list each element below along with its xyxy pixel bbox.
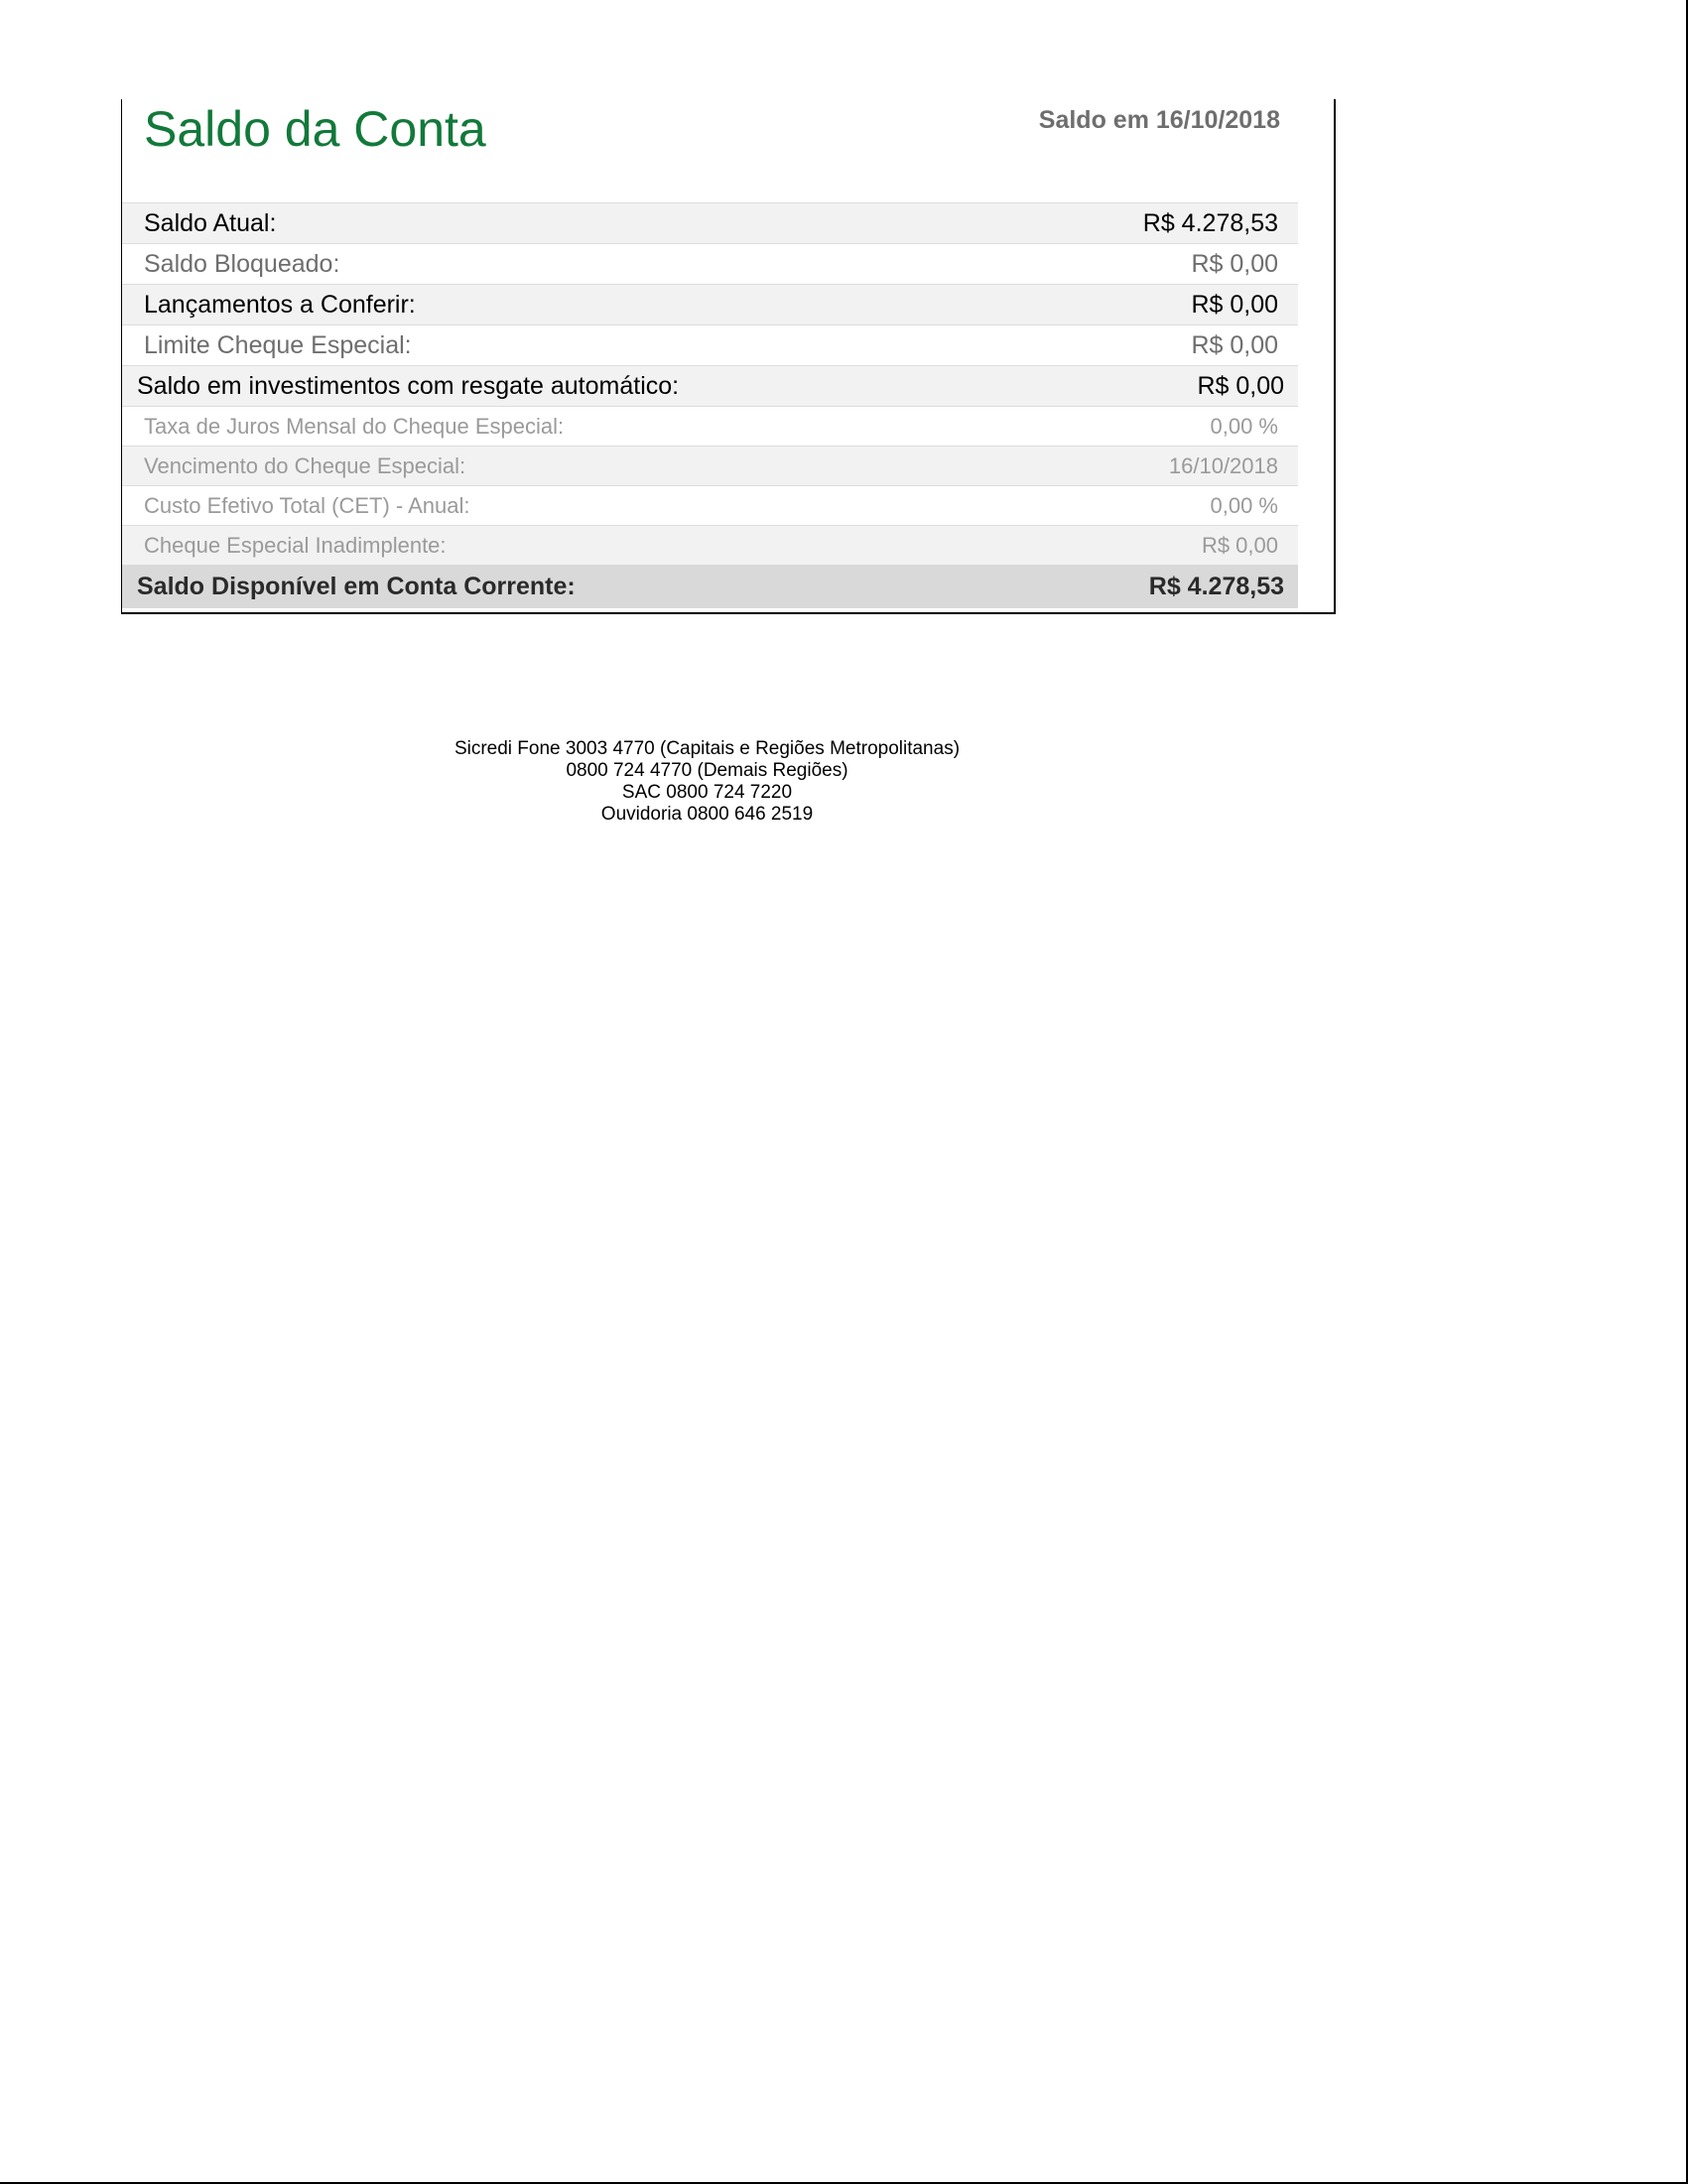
table-row-cheque-inadimplente (122, 525, 1298, 565)
footer-line-ouvidoria: Ouvidoria 0800 646 2519 (600, 804, 814, 825)
table-row-saldo-disponivel (122, 565, 1298, 608)
row-label: Taxa de Juros Mensal do Cheque Especial: (144, 413, 565, 439)
row-value: R$ 0,00 (1191, 330, 1278, 359)
panel-right-border (1334, 99, 1336, 614)
footer-line-phone: Sicredi Fone 3003 4770 (Capitais e Regiões Metropolitanas) (454, 738, 961, 759)
row-label: Saldo Atual: (144, 208, 277, 237)
row-value: 16/10/2018 (1168, 452, 1278, 478)
table-row-cet-anual (122, 485, 1298, 525)
row-label: Limite Cheque Especial: (144, 330, 412, 359)
total-label: Saldo Disponível em Conta Corrente: (137, 573, 576, 600)
row-value: R$ 0,00 (1201, 532, 1278, 558)
page-title: Saldo da Conta (144, 101, 486, 157)
row-label: Lançamentos a Conferir: (144, 290, 416, 319)
table-row-vencimento (122, 446, 1298, 485)
row-label: Saldo em investimentos com resgate automático: (137, 371, 680, 400)
table-row-saldo-investimentos (122, 365, 1298, 406)
total-value: R$ 4.278,53 (1148, 573, 1284, 600)
balance-table (122, 202, 1298, 608)
row-label: Custo Efetivo Total (CET) - Anual: (144, 492, 470, 518)
contact-footer (0, 738, 1414, 826)
table-row-saldo-bloqueado (122, 243, 1298, 284)
row-label: Cheque Especial Inadimplente: (144, 532, 447, 558)
row-value: R$ 0,00 (1191, 290, 1278, 319)
table-row-taxa-juros (122, 406, 1298, 446)
table-row-limite-cheque-especial (122, 324, 1298, 365)
row-label: Saldo Bloqueado: (144, 249, 340, 278)
row-label: Vencimento do Cheque Especial: (144, 452, 466, 478)
row-value: R$ 0,00 (1191, 249, 1278, 278)
table-row-lancamentos-a-conferir (122, 284, 1298, 324)
balance-date-label: Saldo em 16/10/2018 (1038, 106, 1280, 134)
panel-bottom-border (121, 612, 1336, 614)
table-row-saldo-atual (122, 202, 1298, 243)
row-value: 0,00 % (1210, 492, 1278, 518)
row-value: R$ 4.278,53 (1142, 208, 1278, 237)
row-value: R$ 0,00 (1197, 371, 1284, 400)
row-value: 0,00 % (1210, 413, 1278, 439)
footer-line-sac: SAC 0800 724 7220 (621, 782, 793, 803)
footer-line-other-regions: 0800 724 4770 (Demais Regiões) (566, 760, 848, 781)
account-balance-panel (121, 99, 1335, 614)
